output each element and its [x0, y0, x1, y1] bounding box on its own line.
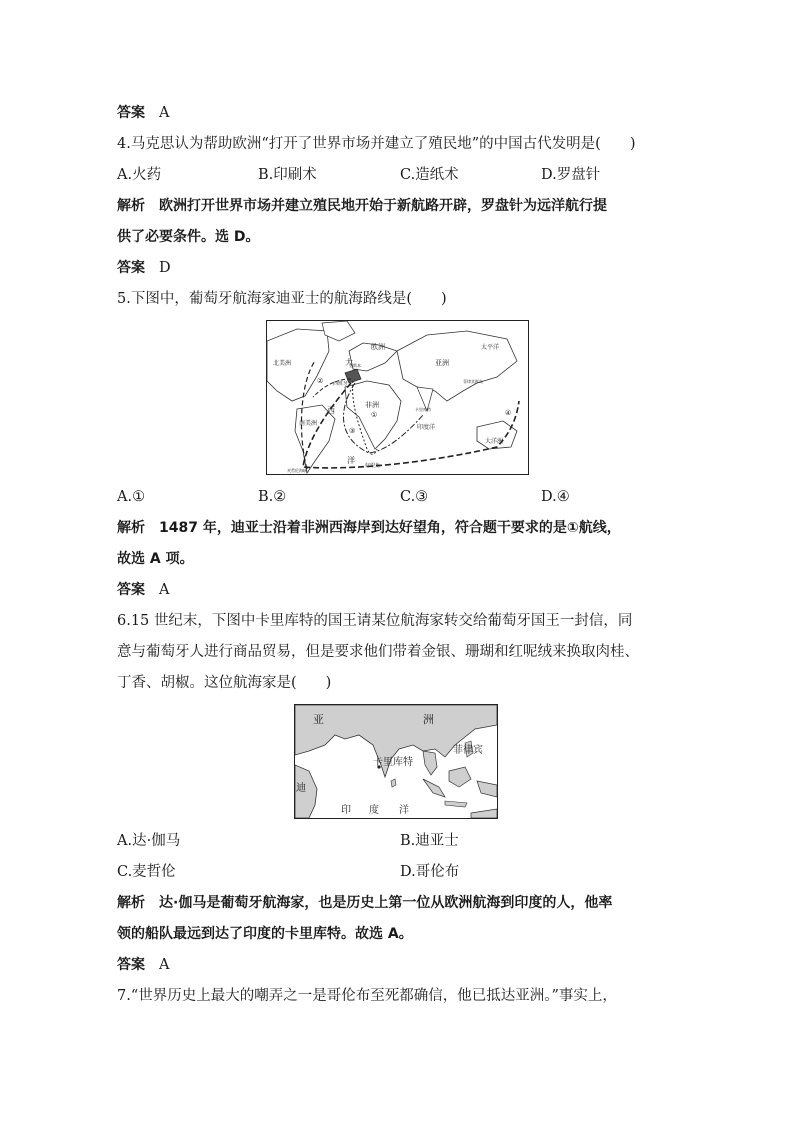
world-route-map	[266, 320, 529, 475]
q5-option-b: B.②	[258, 489, 287, 505]
analysis-text: 欧洲打开世界市场并建立殖民地开始于新航路开辟，罗盘针为远洋航行提	[159, 198, 607, 214]
map-label-zhou: 洲	[423, 713, 434, 726]
map-label-pacific: 太平洋	[481, 344, 500, 351]
asia-landmass	[397, 331, 517, 401]
map-label-africa: 非洲	[365, 401, 379, 409]
answer-value: A	[159, 957, 170, 973]
q5-option-d: D.④	[541, 489, 570, 505]
q6-option-b: B.迪亚士	[400, 833, 459, 849]
q5-option-c: C.③	[400, 489, 429, 505]
q6-option-a: A.达·伽马	[117, 833, 181, 849]
q4-analysis-line-2: 供了必要条件。选 D。	[117, 229, 260, 245]
analysis-text: 1487 年，迪亚士沿着非洲西海岸到达好望角，符合题干要求的是①航线，	[159, 520, 621, 536]
map-label-yang: 洋	[347, 456, 355, 465]
analysis-label: 解析	[117, 520, 145, 536]
q6-analysis-line-1	[117, 893, 612, 913]
q4-option-c: C.造纸术	[400, 167, 459, 183]
map-label-di: 迪	[296, 783, 306, 794]
q6-analysis-line-2: 领的船队最远到达了印度的卡里库特。故选 A。	[117, 926, 413, 942]
answer-label: 答案	[117, 105, 145, 121]
answer-row-q6	[117, 955, 169, 975]
map-label-lisbon: 里斯本	[349, 363, 361, 368]
q6-option-d: D.哥伦布	[400, 864, 460, 880]
question-6-line-3: 丁香、胡椒。这位航海家是( )	[117, 675, 332, 691]
answer-label: 答案	[117, 582, 145, 598]
question-7: 7.“世界历史上最大的嘲弄之一是哥伦布至死都确信，他已抵达亚洲。”事实上，	[117, 988, 617, 1004]
map-label-calicut: 卡里库特	[373, 757, 413, 768]
route-marker-1: ①	[371, 411, 378, 419]
question-5: 5.下图中，葡萄牙航海家迪亚士的航海路线是( )	[117, 291, 447, 307]
map-label-xi: 西	[327, 406, 335, 415]
map-label-calicut: 卡里库特	[415, 407, 431, 412]
map-label-asia: 亚洲	[435, 359, 449, 367]
map-label-cape: 好望角	[365, 463, 381, 469]
q6-option-c: C.麦哲伦	[117, 864, 176, 880]
answer-row-q3	[117, 103, 169, 123]
question-4: 4.马克思认为帮助欧洲“打开了世界市场并建立了殖民地”的中国古代发明是( )	[117, 136, 636, 152]
map-label-magellan-strait: 麦哲伦海峡	[287, 468, 307, 473]
map-label-du: 度	[369, 805, 379, 816]
question-6-line-1: 6.15 世纪末，下图中卡里库特的国王请某位航海家转交给葡萄牙国王一封信，同	[117, 613, 633, 629]
map-label-philippines: 菲律宾	[453, 745, 483, 756]
q4-option-d: D.罗盘针	[541, 167, 601, 183]
map-label-ya: 亚	[313, 713, 324, 726]
answer-row-q4	[117, 258, 171, 278]
answer-row-q5	[117, 580, 169, 600]
map-label-south-america: 南美洲	[299, 420, 318, 427]
answer-label: 答案	[117, 260, 145, 276]
map-label-north-america: 北美洲	[273, 360, 292, 367]
q4-option-a: A.火药	[117, 167, 162, 183]
map-label-da: 大	[345, 358, 353, 367]
route-marker-4: ④	[505, 409, 512, 417]
map-label-oceania: 大洋洲	[485, 438, 504, 445]
answer-label: 答案	[117, 957, 145, 973]
route-marker-2: ②	[317, 377, 324, 385]
q5-option-a: A.①	[117, 489, 146, 505]
south-america-landmass	[295, 405, 335, 473]
q5-analysis-line-2: 故选 A 项。	[117, 551, 194, 567]
q5-analysis-line-1	[117, 518, 621, 538]
analysis-label: 解析	[117, 895, 145, 911]
answer-value: A	[159, 105, 170, 121]
answer-value: A	[159, 582, 170, 598]
q4-option-b: B.印刷术	[258, 167, 317, 183]
analysis-label: 解析	[117, 198, 145, 214]
map-label-yang: 洋	[399, 805, 409, 816]
analysis-text: 达·伽马是葡萄牙航海家，也是历史上第一位从欧洲航海到印度的人，他率	[159, 895, 613, 911]
indian-ocean-map	[294, 704, 498, 819]
question-6-line-2: 意与葡萄牙人进行商品贸易，但是要求他们带着金银、珊瑚和红呢绒来换取肉桂、	[117, 644, 639, 660]
answer-value: D	[159, 260, 171, 276]
map-label-philippines: 菲律宾群岛	[463, 379, 483, 384]
map-label-indian-ocean: 印度洋	[417, 424, 436, 431]
route-marker-3: ③	[349, 427, 356, 435]
map-label-europe: 欧洲	[371, 343, 385, 351]
map-label-yin: 印	[341, 805, 351, 816]
q4-analysis-line-1	[117, 196, 607, 216]
map-label-spain: 西班牙	[333, 381, 349, 387]
